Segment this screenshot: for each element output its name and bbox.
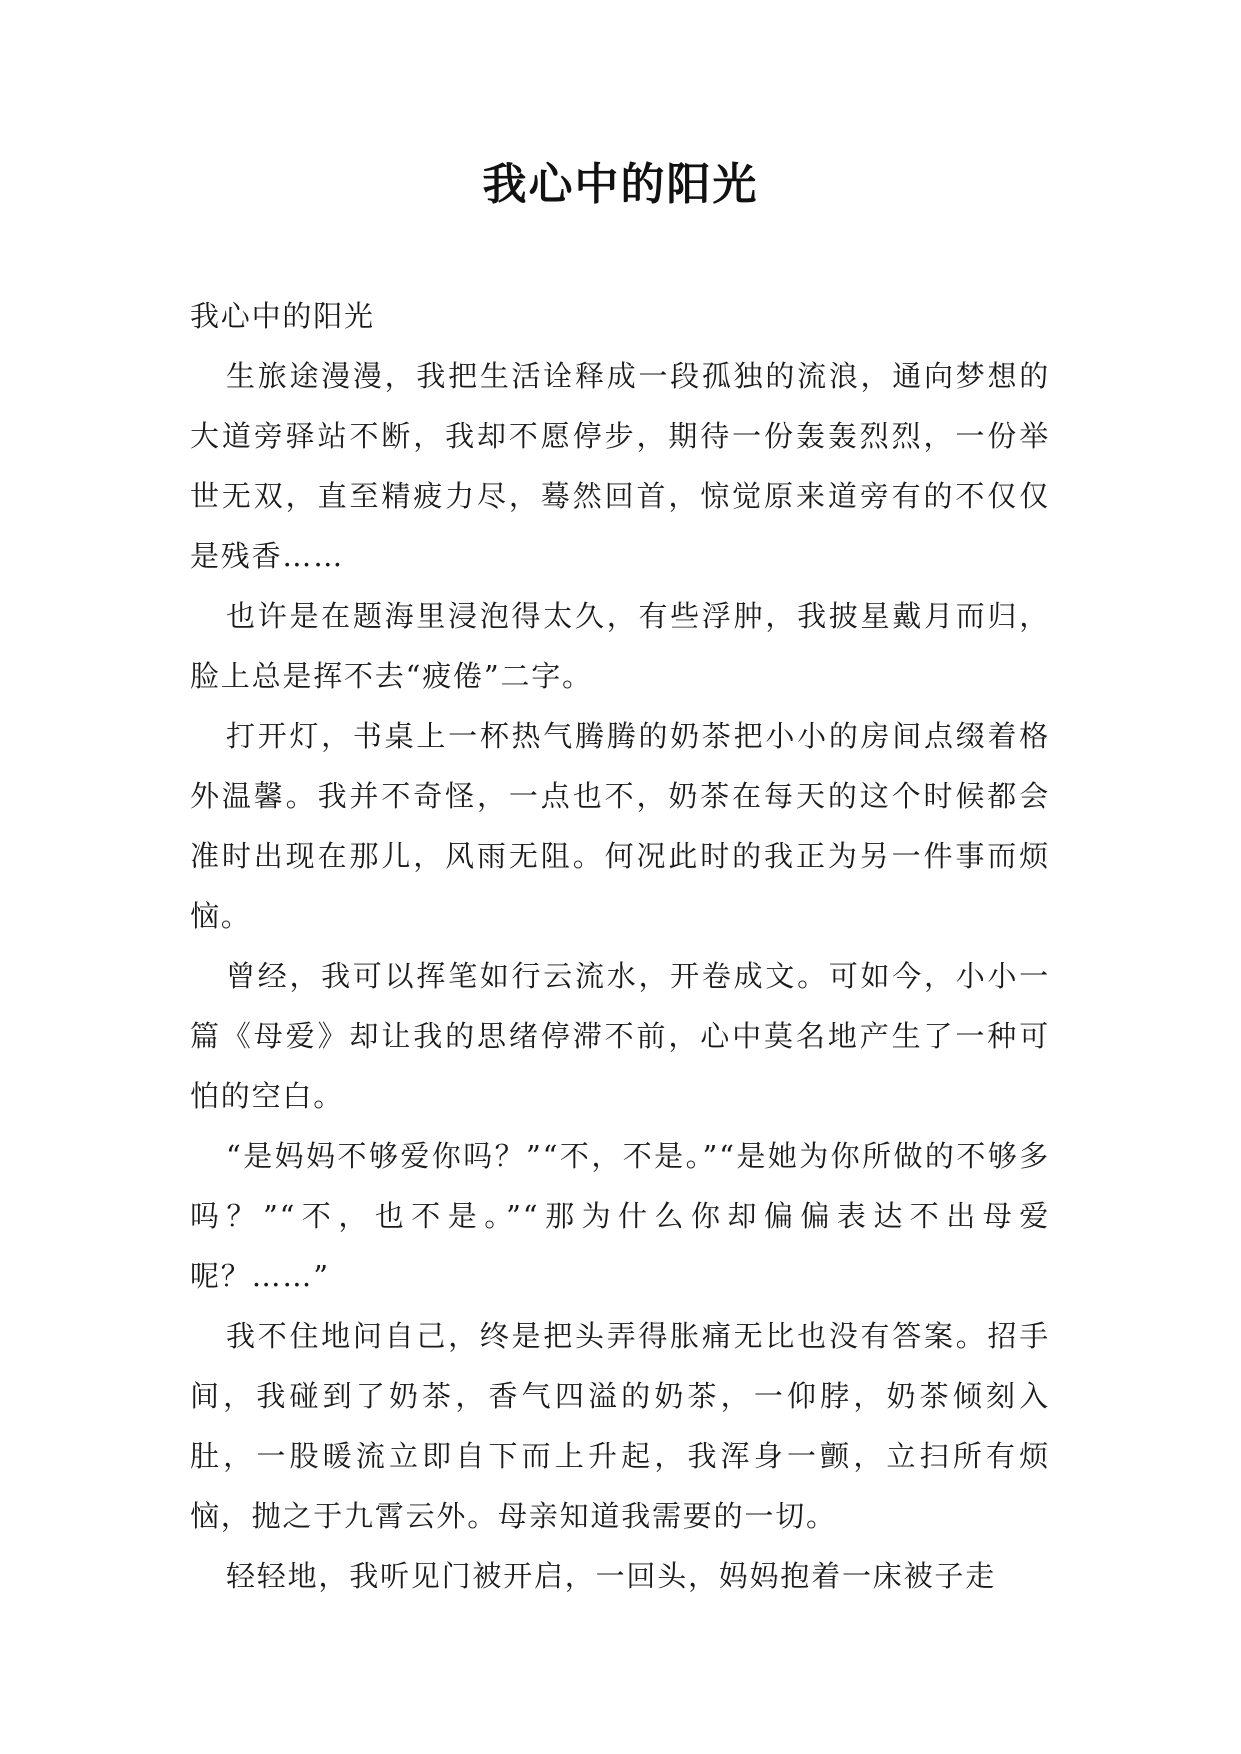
paragraph: 曾经，我可以挥笔如行云流水，开卷成文。可如今，小小一篇《母爱》却让我的思绪停滞不前，心中莫名地产生了一种可怕的空白。 <box>190 959 1050 1113</box>
document-body <box>190 286 1050 1606</box>
body-heading: 我心中的阳光 <box>190 299 375 333</box>
paragraph: 也许是在题海里浸泡得太久，有些浮肿，我披星戴月而归，脸上总是挥不去“疲倦”二字。 <box>190 599 1050 693</box>
paragraph: 轻轻地，我听见门被开启，一回头，妈妈抱着一床被子走 <box>226 1559 997 1593</box>
paragraph: 打开灯，书桌上一杯热气腾腾的奶茶把小小的房间点缀着格外温馨。我并不奇怪，一点也不，奶茶在每天的这个时候都会准时出现在那儿，风雨无阻。何况此时的我正为另一件事而烦恼。 <box>190 719 1050 933</box>
paragraph: 生旅途漫漫，我把生活诠释成一段孤独的流浪，通向梦想的大道旁驿站不断，我却不愿停步，期待一份轰轰烈烈，一份举世无双，直至精疲力尽，蓦然回首，惊觉原来道旁有的不仅仅是残香…… <box>190 359 1050 573</box>
document-title: 我心中的阳光 <box>482 159 759 210</box>
paragraph: 我不住地问自己，终是把头弄得胀痛无比也没有答案。招手间，我碰到了奶茶，香气四溢的奶茶，一仰脖，奶茶倾刻入肚，一股暖流立即自下而上升起，我浑身一颤，立扫所有烦恼，抛之于九霄云外。母亲知道我需要的一切。 <box>190 1319 1050 1533</box>
paragraph: “是妈妈不够爱你吗？”“不，不是。”“是她为你所做的不够多吗？”“不，也不是。”“那为什么你却偏偏表达不出母爱呢？……” <box>190 1139 1050 1293</box>
